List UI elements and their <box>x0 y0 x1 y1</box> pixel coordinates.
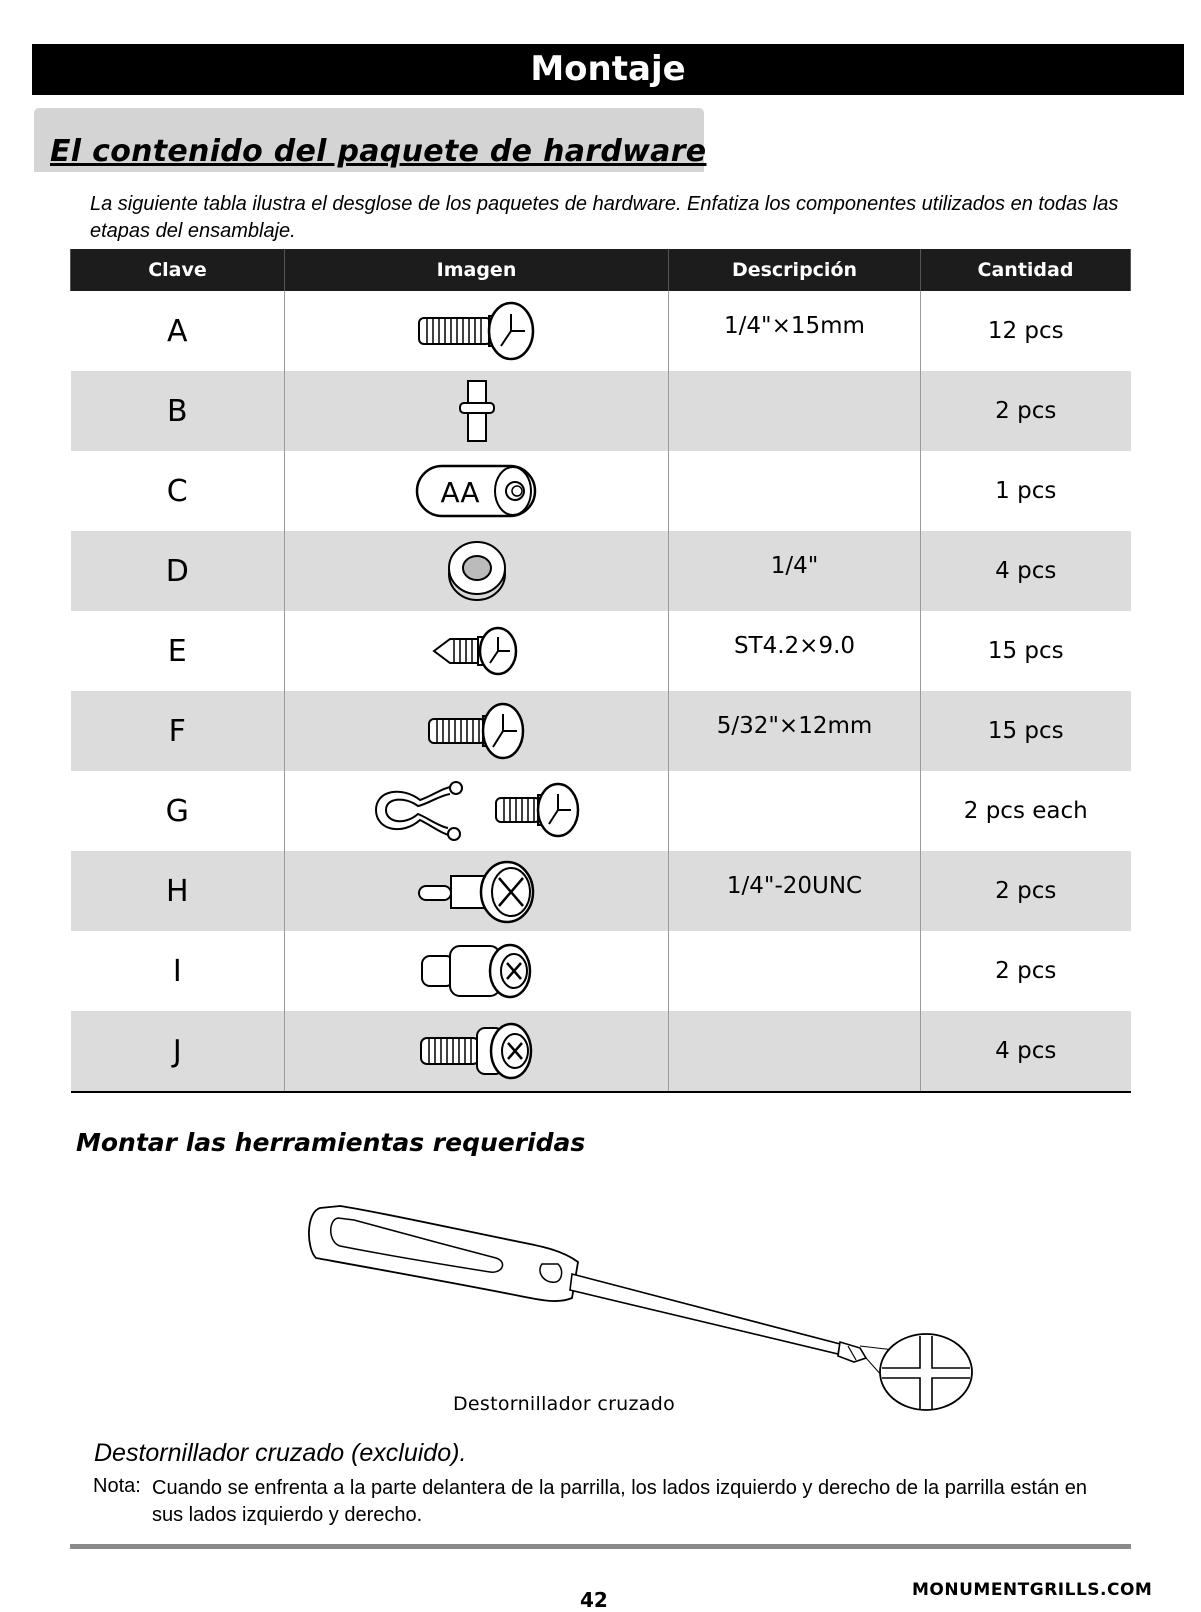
row-description <box>669 771 921 851</box>
header-description: Descripción <box>669 249 921 291</box>
row-quantity: 1 pcs <box>921 451 1131 531</box>
row-description: 1/4"×15mm <box>669 291 921 371</box>
row-description: ST4.2×9.0 <box>669 611 921 691</box>
row-quantity: 2 pcs <box>921 851 1131 931</box>
table-row <box>71 691 1131 771</box>
screw-icon <box>419 1020 535 1082</box>
row-key: H <box>71 851 285 931</box>
row-description <box>669 1011 921 1092</box>
row-quantity: 2 pcs <box>921 371 1131 451</box>
table-row <box>71 611 1131 691</box>
table-row <box>71 1011 1131 1092</box>
self-tapping-screw-icon <box>432 625 522 677</box>
row-quantity: 15 pcs <box>921 691 1131 771</box>
row-description <box>669 371 921 451</box>
row-quantity: 12 pcs <box>921 291 1131 371</box>
pin-bolt-icon <box>417 858 537 924</box>
row-key: E <box>71 611 285 691</box>
note-label: Nota: <box>93 1475 141 1497</box>
table-row <box>71 371 1131 451</box>
table-row <box>71 291 1131 371</box>
row-key: F <box>71 691 285 771</box>
hardware-table <box>70 249 1131 1093</box>
row-description <box>669 451 921 531</box>
aa-battery-icon <box>415 462 539 520</box>
washer-icon <box>445 538 509 604</box>
row-description <box>669 931 921 1011</box>
row-quantity: 15 pcs <box>921 611 1131 691</box>
table-row <box>71 931 1131 1011</box>
row-key: I <box>71 931 285 1011</box>
row-key: G <box>71 771 285 851</box>
intro-paragraph: La siguiente tabla ilustra el desglose de los paquetes de hardware. Enfatiza los componentes utilizados en todas las etapas del ensamblaje. <box>90 193 1119 242</box>
shoulder-bolt-icon <box>420 940 534 1002</box>
table-row <box>71 451 1131 531</box>
table-row <box>71 851 1131 931</box>
row-quantity: 4 pcs <box>921 531 1131 611</box>
table-row <box>71 771 1131 851</box>
battery-label: AA <box>439 476 480 509</box>
section-heading: El contenido del paquete de hardware <box>50 134 707 169</box>
machine-screw-icon <box>427 701 527 761</box>
row-quantity: 2 pcs <box>921 931 1131 1011</box>
row-key: D <box>71 531 285 611</box>
row-key: J <box>71 1011 285 1092</box>
row-key: B <box>71 371 285 451</box>
row-description: 5/32"×12mm <box>669 691 921 771</box>
footer-url: MONUMENTGRILLS.COM <box>912 1580 1153 1600</box>
machine-screw-icon <box>417 300 537 362</box>
row-key: C <box>71 451 285 531</box>
screwdriver-label: Destornillador cruzado <box>453 1393 676 1415</box>
row-quantity: 2 pcs each <box>921 771 1131 851</box>
header-quantity: Cantidad <box>921 249 1131 291</box>
row-description: 1/4" <box>669 531 921 611</box>
tools-heading: Montar las herramientas requeridas <box>76 1128 586 1157</box>
page-number: 42 <box>580 1588 608 1612</box>
hook-and-screw-icon <box>372 778 582 844</box>
row-quantity: 4 pcs <box>921 1011 1131 1092</box>
table-row <box>71 531 1131 611</box>
row-key: A <box>71 291 285 371</box>
spacer-pin-icon <box>452 379 502 443</box>
note-text: Cuando se enfrenta a la parte delantera de la parrilla, los lados izquierdo y derecho de la parrilla están en sus lados izquierdo y derecho. <box>152 1477 1088 1526</box>
footer-divider <box>70 1544 1131 1549</box>
screwdriver-caption: Destornillador cruzado (excluido). <box>94 1439 467 1467</box>
header-key: Clave <box>71 249 285 291</box>
header-image: Imagen <box>285 249 669 291</box>
table-header-row <box>71 249 1131 291</box>
row-description: 1/4"-20UNC <box>669 851 921 931</box>
page-title: Montaje <box>32 44 1184 95</box>
